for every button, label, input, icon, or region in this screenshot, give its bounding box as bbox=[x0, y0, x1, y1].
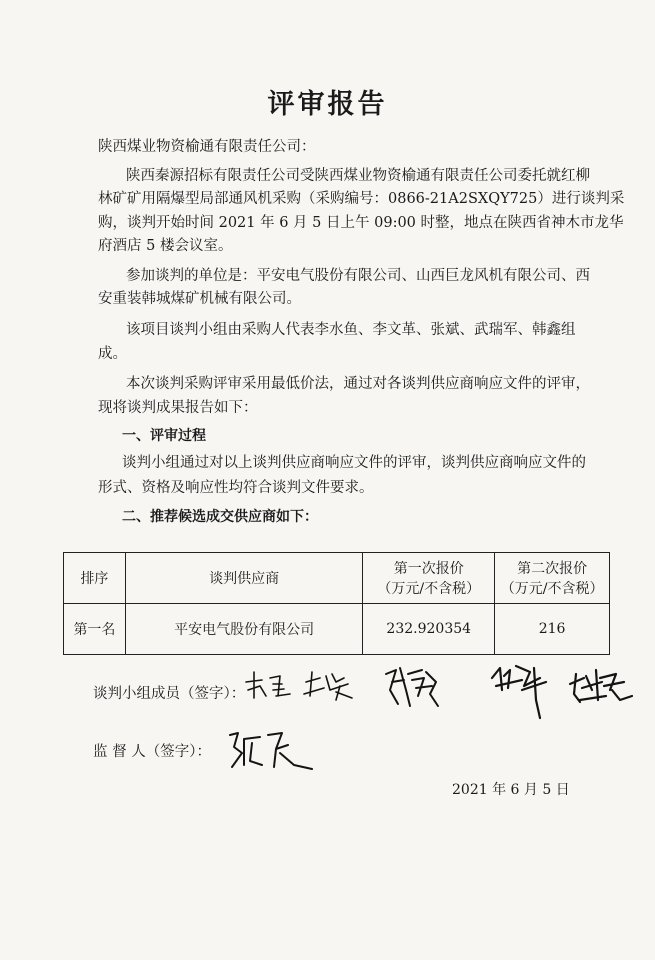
table-header-row bbox=[64, 553, 610, 604]
header-second-price-unit: （万元/不含税） bbox=[500, 581, 604, 597]
section-heading: 一、评审过程 bbox=[122, 428, 206, 444]
paragraph-line: 该项目谈判小组由采购人代表李水鱼、李文革、张斌、武瑞军、韩鑫组 bbox=[126, 322, 576, 338]
paragraph-line: 购，谈判开始时间 2021 年 6 月 5 日上午 09:00 时整，地点在陕西省神木市龙华 bbox=[98, 215, 624, 231]
cell-supplier: 平安电气股份有限公司 bbox=[125, 604, 362, 655]
paragraph-line: 陕西秦源招标有限责任公司受陕西煤业物资榆通有限责任公司委托就红柳 bbox=[126, 168, 590, 184]
header-rank: 排序 bbox=[64, 553, 126, 604]
report-title: 评审报告 bbox=[267, 89, 388, 120]
paragraph-line: 府酒店 5 楼会议室。 bbox=[98, 238, 233, 254]
section-heading: 二、推荐候选成交供应商如下： bbox=[122, 509, 318, 525]
header-first-price-label: 第一次报价 bbox=[393, 561, 464, 577]
header-second-price bbox=[495, 553, 610, 604]
supervisor-signature-label: 监 督 人（签字）： bbox=[93, 744, 211, 760]
paragraph-line: 成。 bbox=[98, 346, 127, 362]
paragraph-line: 谈判小组通过对以上谈判供应商响应文件的评审，谈判供应商响应文件的 bbox=[122, 455, 586, 471]
header-supplier: 谈判供应商 bbox=[125, 553, 362, 604]
header-second-price-label: 第二次报价 bbox=[517, 561, 588, 577]
paragraph-line: 林矿矿用隔爆型局部通风机采购（采购编号：0866-21A2SXQY725）进行谈判采 bbox=[98, 191, 625, 207]
signature-5 bbox=[570, 670, 632, 702]
report-date: 2021 年 6 月 5 日 bbox=[452, 782, 570, 798]
paragraph-line: 本次谈判采购评审采用最低价法，通过对各谈判供应商响应文件的评审， bbox=[126, 376, 590, 392]
header-first-price-unit: （万元/不含税） bbox=[377, 581, 481, 597]
addressee: 陕西煤业物资榆通有限责任公司： bbox=[98, 139, 316, 155]
panel-signature-label: 谈判小组成员（签字）： bbox=[93, 686, 246, 702]
paragraph-line: 现将谈判成果报告如下： bbox=[98, 400, 258, 416]
paragraph-line: 参加谈判的单位是：平安电气股份有限公司、山西巨龙风机有限公司、西 bbox=[126, 268, 590, 284]
signature-4 bbox=[492, 666, 546, 718]
signature-2 bbox=[304, 672, 352, 700]
header-first-price bbox=[363, 553, 495, 604]
cell-rank: 第一名 bbox=[64, 604, 126, 655]
table-row bbox=[64, 604, 610, 655]
supervisor-signature-image bbox=[222, 725, 332, 775]
signature-1 bbox=[246, 672, 290, 698]
cell-first-price: 232.920354 bbox=[363, 604, 495, 655]
signature-supervisor bbox=[230, 733, 312, 769]
panel-signatures-image bbox=[240, 660, 640, 722]
paragraph-line: 形式、资格及响应性均符合谈判文件要求。 bbox=[98, 480, 374, 496]
cell-second-price: 216 bbox=[495, 604, 610, 655]
signature-3 bbox=[386, 668, 438, 706]
bid-table bbox=[63, 552, 610, 655]
paragraph-line: 安重装韩城煤矿机械有限公司。 bbox=[98, 291, 301, 307]
